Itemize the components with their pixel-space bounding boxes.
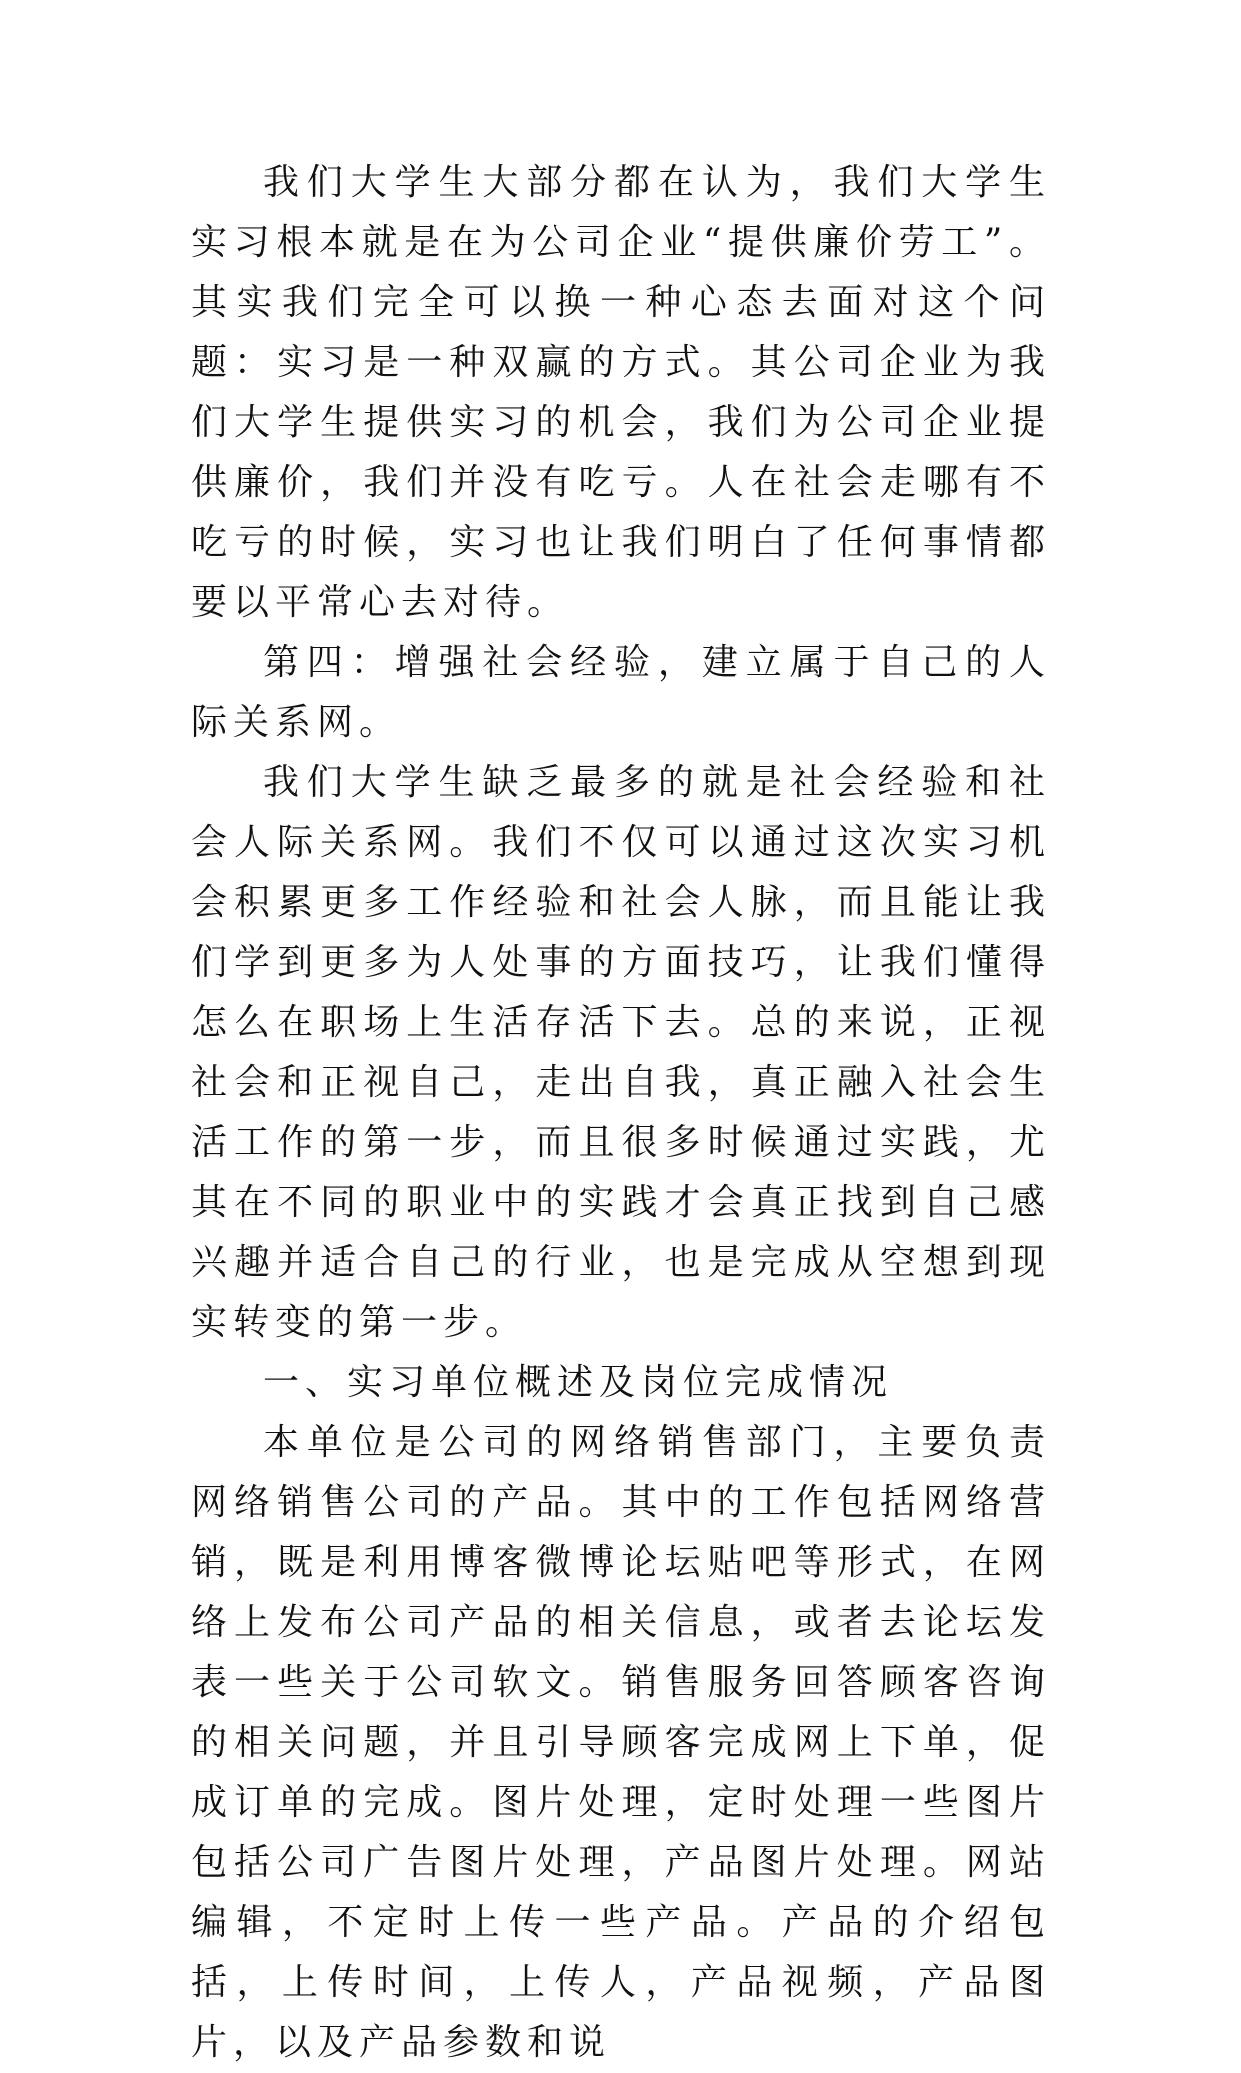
section-heading-unit-overview: 一、实习单位概述及岗位完成情况 bbox=[263, 1362, 894, 1403]
heading-point-four: 第四：增强社会经验，建立属于自己的人际关系网。 bbox=[191, 642, 1051, 743]
paragraph-unit-description: 本单位是公司的网络销售部门，主要负责网络销售公司的产品。其中的工作包括网络营销，既是利用博客微博论坛贴吧等形式，在网络上发布公司产品的相关信息，或者去论坛发表一些关于公司软文。销售服务回答顾客咨询的相关问题，并且引导顾客完成网上下单，促成订单的完成。图片处理，定时处理一些图片包括公司广告图片处理，产品图片处理。网站编辑，不定时上传一些产品。产品的介绍包括，上传时间，上传人，产品视频，产品图片，以及产品参数和说 bbox=[191, 1422, 1051, 2063]
paragraph-social-experience: 我们大学生缺乏最多的就是社会经验和社会人际关系网。我们不仅可以通过这次实习机会积累更多工作经验和社会人脉，而且能让我们学到更多为人处事的方面技巧，让我们懂得怎么在职场上生活存活下去。总的来说，正视社会和正视自己，走出自我，真正融入社会生活工作的第一步，而且很多时候通过实践，尤其在不同的职业中的实践才会真正找到自己感兴趣并适合自己的行业，也是完成从空想到现实转变的第一步。 bbox=[191, 762, 1051, 1343]
document-body bbox=[191, 153, 1051, 2073]
paragraph-internship-mindset: 我们大学生大部分都在认为，我们大学生实习根本就是在为公司企业“提供廉价劳工”。其实我们完全可以换一种心态去面对这个问题：实习是一种双赢的方式。其公司企业为我们大学生提供实习的机会，我们为公司企业提供廉价，我们并没有吃亏。人在社会走哪有不吃亏的时候，实习也让我们明白了任何事情都要以平常心去对待。 bbox=[191, 162, 1051, 623]
